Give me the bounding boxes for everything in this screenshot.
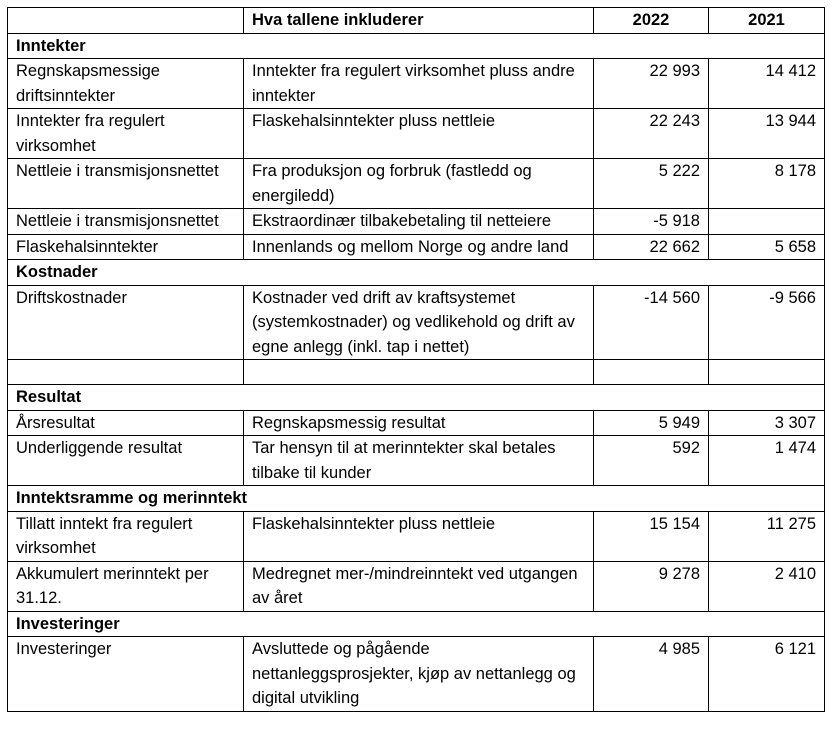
value-2022: -5 918 xyxy=(594,209,709,235)
value-2022: 4 985 xyxy=(594,637,709,712)
table-row xyxy=(8,561,825,611)
row-label: Investeringer xyxy=(8,637,244,712)
table-row xyxy=(8,109,825,159)
row-description: Tar hensyn til at merinntekter skal betales tilbake til kunder xyxy=(244,436,594,486)
row-label: Inntekter fra regulert virksomhet xyxy=(8,109,244,159)
value-2022: 5 222 xyxy=(594,159,709,209)
table-row xyxy=(8,234,825,260)
section-row xyxy=(8,33,825,59)
row-description: Ekstraordinær tilbakebetaling til netteiere xyxy=(244,209,594,235)
value-2021: 3 307 xyxy=(709,410,825,436)
row-label: Regnskapsmessige driftsinntekter xyxy=(8,59,244,109)
empty-cell xyxy=(244,360,594,385)
table-row xyxy=(8,637,825,712)
row-description: Inntekter fra regulert virksomhet pluss andre inntekter xyxy=(244,59,594,109)
row-description: Flaskehalsinntekter pluss nettleie xyxy=(244,109,594,159)
row-label: Nettleie i transmisjonsnettet xyxy=(8,159,244,209)
row-description: Regnskapsmessig resultat xyxy=(244,410,594,436)
row-description: Fra produksjon og forbruk (fastledd og energiledd) xyxy=(244,159,594,209)
row-description: Avsluttede og pågående nettanleggsprosjekter, kjøp av nettanlegg og digital utvikling xyxy=(244,637,594,712)
empty-cell xyxy=(709,360,825,385)
value-2022: 592 xyxy=(594,436,709,486)
table-row xyxy=(8,285,825,360)
empty-cell xyxy=(594,360,709,385)
value-2021: -9 566 xyxy=(709,285,825,360)
value-2022: 22 243 xyxy=(594,109,709,159)
section-row xyxy=(8,611,825,637)
table-row xyxy=(8,159,825,209)
row-description: Flaskehalsinntekter pluss nettleie xyxy=(244,511,594,561)
value-2022: 15 154 xyxy=(594,511,709,561)
table-row xyxy=(8,209,825,235)
table-row xyxy=(8,59,825,109)
section-inntekter: Inntekter xyxy=(8,33,825,59)
section-row xyxy=(8,486,825,512)
value-2021: 14 412 xyxy=(709,59,825,109)
financial-table xyxy=(7,7,825,712)
empty-cell xyxy=(8,360,244,385)
row-label: Tillatt inntekt fra regulert virksomhet xyxy=(8,511,244,561)
value-2022: 9 278 xyxy=(594,561,709,611)
value-2022: 22 662 xyxy=(594,234,709,260)
section-row xyxy=(8,385,825,411)
header-label-cell xyxy=(8,8,244,34)
value-2021: 13 944 xyxy=(709,109,825,159)
header-description: Hva tallene inkluderer xyxy=(244,8,594,34)
row-label: Underliggende resultat xyxy=(8,436,244,486)
header-year-2022: 2022 xyxy=(594,8,709,34)
value-2021 xyxy=(709,209,825,235)
table-row xyxy=(8,436,825,486)
section-resultat: Resultat xyxy=(8,385,825,411)
section-inntektsramme: Inntektsramme og merinntekt xyxy=(8,486,825,512)
section-kostnader: Kostnader xyxy=(8,260,825,286)
table-row xyxy=(8,511,825,561)
value-2022: 22 993 xyxy=(594,59,709,109)
value-2022: -14 560 xyxy=(594,285,709,360)
row-label: Årsresultat xyxy=(8,410,244,436)
row-label: Akkumulert merinntekt per 31.12. xyxy=(8,561,244,611)
row-label: Driftskostnader xyxy=(8,285,244,360)
row-description: Kostnader ved drift av kraftsystemet (systemkostnader) og vedlikehold og drift av egne anlegg (inkl. tap i nettet) xyxy=(244,285,594,360)
row-description: Innenlands og mellom Norge og andre land xyxy=(244,234,594,260)
section-investeringer: Investeringer xyxy=(8,611,825,637)
header-row xyxy=(8,8,825,34)
value-2021: 6 121 xyxy=(709,637,825,712)
header-year-2021: 2021 xyxy=(709,8,825,34)
value-2022: 5 949 xyxy=(594,410,709,436)
row-label: Nettleie i transmisjonsnettet xyxy=(8,209,244,235)
empty-row xyxy=(8,360,825,385)
value-2021: 11 275 xyxy=(709,511,825,561)
value-2021: 1 474 xyxy=(709,436,825,486)
row-description: Medregnet mer-/mindreinntekt ved utgangen av året xyxy=(244,561,594,611)
value-2021: 8 178 xyxy=(709,159,825,209)
table-row xyxy=(8,410,825,436)
value-2021: 2 410 xyxy=(709,561,825,611)
row-label: Flaskehalsinntekter xyxy=(8,234,244,260)
value-2021: 5 658 xyxy=(709,234,825,260)
section-row xyxy=(8,260,825,286)
